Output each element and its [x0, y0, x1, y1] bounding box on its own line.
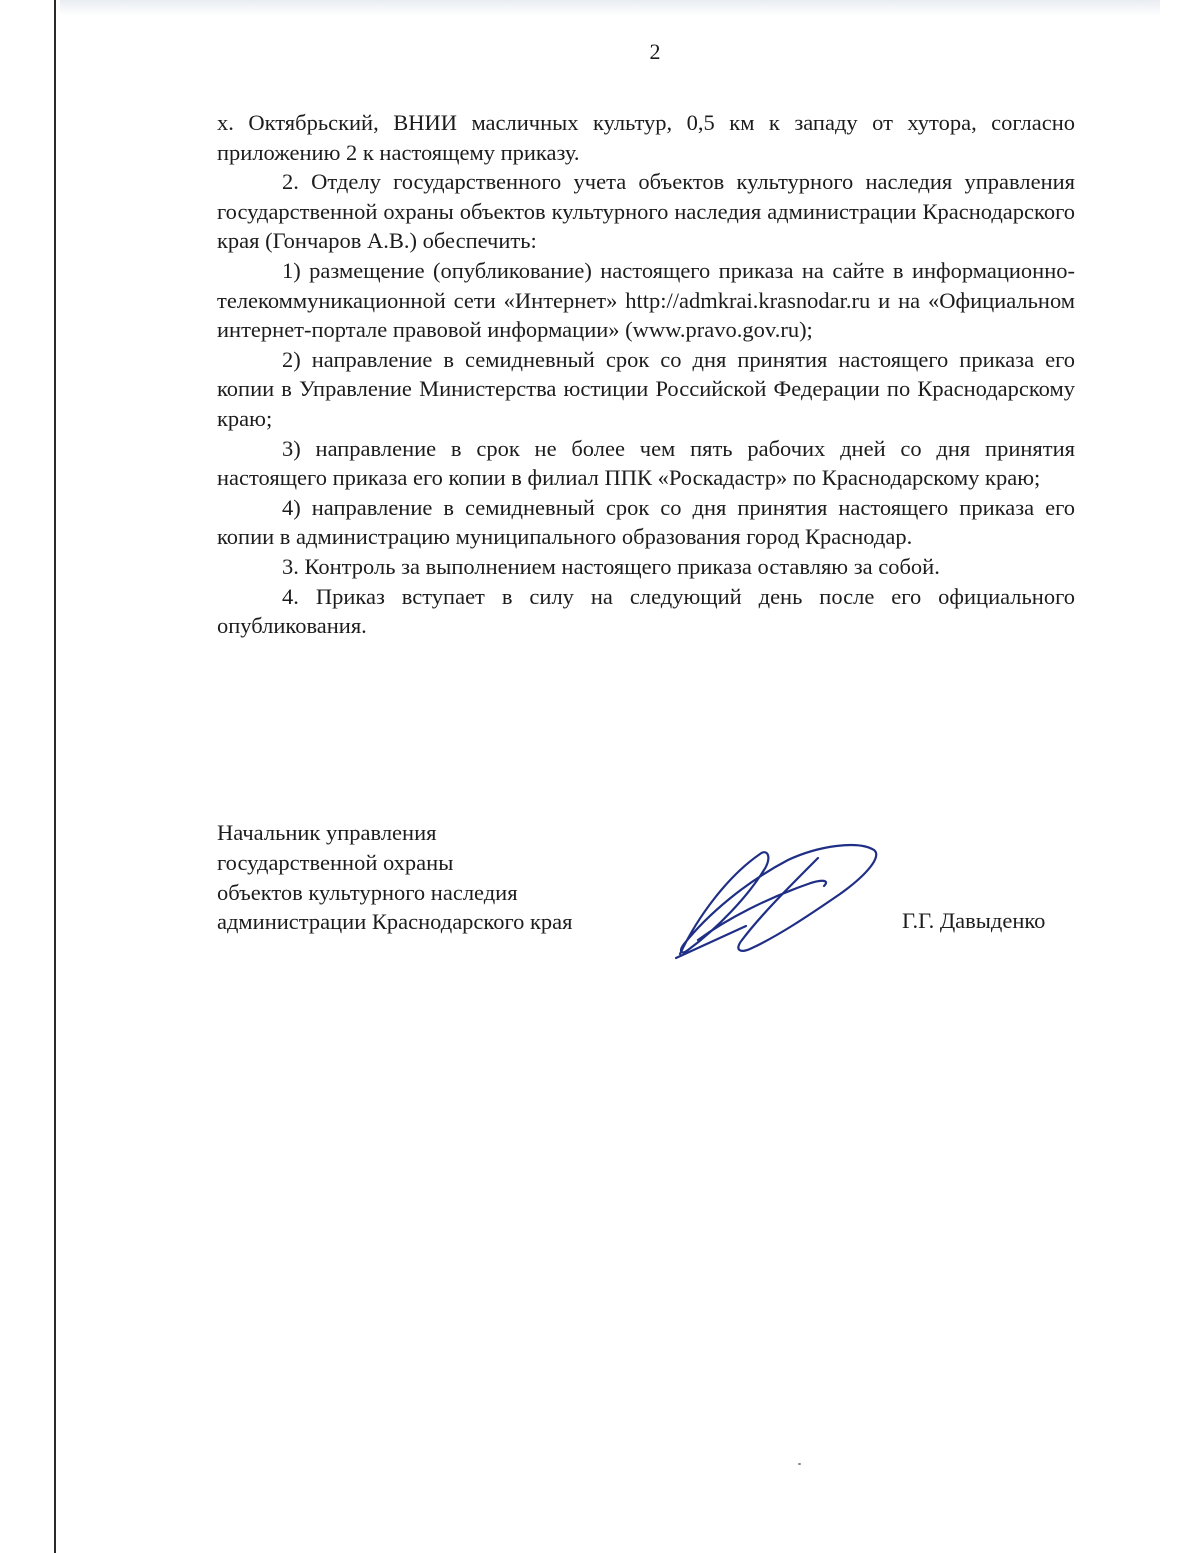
signer-position-line: администрации Краснодарского края	[217, 909, 573, 935]
paragraph-item-3: 3. Контроль за выполнением настоящего приказа оставляю за собой.	[282, 553, 940, 579]
paragraph-subitem-4: 4) направление в семидневный срок со дня принятия настоящего приказа его копии в администрацию муниципального образования город Краснодар.	[217, 494, 1075, 550]
signer-name: Г.Г. Давыденко	[902, 908, 1046, 933]
signature-ink	[676, 845, 876, 958]
paragraph-item-2: 2. Отделу государственного учета объектов культурного наследия управления государственной охраны объектов культурного наследия администрации Краснодарского края (Гончаров А.В.) обеспечить:	[217, 169, 1075, 254]
paragraph-subitem-2: 2) направление в семидневный срок со дня принятия настоящего приказа его копии в Управление Министерства юстиции Российской Федерации по Краснодарскому краю;	[217, 346, 1075, 431]
paragraph-continuation: х. Октябрьский, ВНИИ масличных культур, 0,5 км к западу от хутора, согласно приложению 2 к настоящему приказу.	[217, 110, 1075, 165]
signature-stroke-main	[680, 845, 876, 954]
document-body	[217, 108, 1075, 641]
signer-position-line: государственной охраны	[217, 849, 454, 875]
signer-position-line: Начальник управления	[217, 820, 437, 845]
paragraph-subitem-1: 1) размещение (опубликование) настоящего приказа на сайте в информационно-телекоммуникационной сети «Интернет» http://admkrai.krasnodar.ru и на «Официальном интернет-портале правовой информации» (www.pravo.gov.ru);	[217, 257, 1075, 343]
paragraph-item-4: 4. Приказ вступает в силу на следующий день после его официального опубликования.	[217, 583, 1075, 639]
page-left-border	[54, 0, 56, 1553]
scan-top-shadow	[60, 0, 1160, 16]
page-number: 2	[649, 39, 661, 64]
signer-position-line: объектов культурного наследия	[217, 879, 518, 905]
signer-position	[217, 818, 573, 937]
paragraph-subitem-3: 3) направление в срок не более чем пять рабочих дней со дня принятия настоящего приказа его копии в филиал ППК «Роскадастр» по Краснодарскому краю;	[217, 435, 1075, 491]
scan-speck	[798, 1463, 801, 1465]
handwritten-signature	[668, 836, 888, 966]
